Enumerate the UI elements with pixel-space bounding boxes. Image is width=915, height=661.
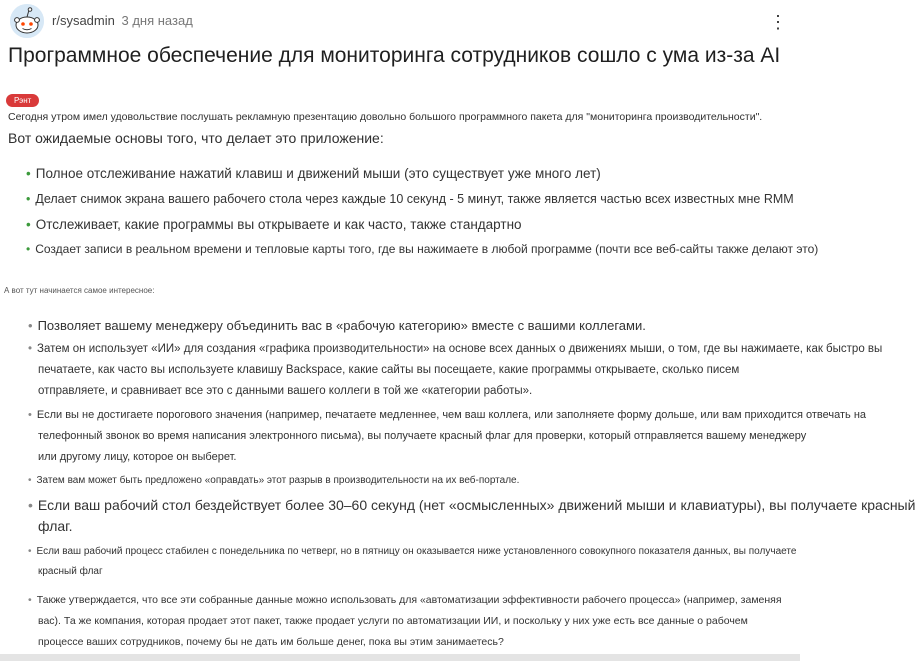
feature-list-item-continuation	[38, 566, 103, 577]
feature-item-text: Позволяет вашему менеджеру объединить вас в «рабочую категорию» вместе с вашими коллегами.	[37, 318, 646, 333]
post-header	[8, 2, 792, 38]
feature-item-text: Затем он использует «ИИ» для создания «графика производительности» на основе всех данных о движениях мыши, о том, где вы нажимаете, как быстро вы	[37, 343, 883, 355]
basics-item-text: Полное отслеживание нажатий клавиш и движений мыши (это существует уже много лет)	[35, 166, 601, 181]
feature-item-text: Если ваш рабочий стол бездействует более 30–60 секунд (нет «осмысленных» движений мыши и клавиатуры), вы получаете красный	[37, 497, 915, 513]
post-flair[interactable]: Рэнт	[6, 94, 39, 107]
feature-item-text: вас). Та же компания, которая продает этот пакет, также продает услуги по автоматизации ИИ, и поскольку у них уже есть все данные о рабочем	[38, 615, 748, 627]
feature-item-text: красный флаг	[38, 566, 103, 577]
bullet-icon: •	[26, 217, 31, 232]
bullet-icon: •	[28, 409, 32, 421]
feature-list-item-continuation	[38, 451, 236, 463]
intro-heading: Вот ожидаемые основы того, что делает это приложение:	[8, 130, 384, 146]
feature-item-text: флаг.	[38, 518, 73, 534]
basics-list-item	[26, 192, 794, 206]
bullet-icon: •	[28, 475, 32, 486]
basics-list-item	[26, 217, 522, 232]
feature-item-text: Если ваш рабочий процесс стабилен с понедельника по четверг, но в пятницу он оказывается ниже установленного совокупного показателя данных, вы получаете	[36, 546, 797, 557]
bullet-icon: •	[28, 318, 33, 333]
bullet-icon: •	[26, 242, 31, 256]
bullet-icon: •	[26, 166, 31, 181]
basics-list-item	[26, 242, 818, 256]
feature-list-item-continuation	[38, 430, 806, 442]
feature-list-item-continuation	[38, 636, 504, 648]
feature-list-item	[28, 475, 519, 486]
subreddit-avatar[interactable]	[10, 4, 44, 38]
post-title[interactable]: Программное обеспечение для мониторинга сотрудников сошло с ума из-за AI	[8, 44, 781, 67]
basics-item-text: Делает снимок экрана вашего рабочего стола через каждые 10 секунд - 5 минут, также является частью всех известных мне RMM	[35, 192, 794, 206]
feature-list-item	[28, 409, 866, 421]
feature-item-text: Если вы не достигаете порогового значения (например, печатаете медленнее, чем ваш коллега, или заполняете форму дольше, или вам приходится отвечать на	[36, 409, 867, 421]
feature-list-item-continuation	[38, 615, 748, 627]
basics-item-text: Создает записи в реальном времени и тепловые карты того, где вы нажимаете в любой программе (почти все веб-сайты также делают это)	[35, 242, 819, 256]
feature-item-text: отправляете, и сравнивает все это с данными вашего коллеги в той же «категории работы».	[38, 385, 533, 397]
feature-item-text: Затем вам может быть предложено «оправдать» этот разрыв в производительности на их веб-портале.	[36, 475, 520, 486]
feature-item-text: печатаете, как часто вы используете клавишу Backspace, какие сайты вы посещаете, какие программы открываете, сколько писем	[38, 364, 740, 376]
more-options-icon[interactable]: ⋮	[769, 12, 788, 32]
post-time: 3 дня назад	[121, 13, 193, 28]
intro-paragraph: Сегодня утром имел удовольствие послушать рекламную презентацию довольно большого программного пакета для "мониторинга производительности".	[8, 111, 763, 123]
bullet-icon: •	[28, 546, 32, 557]
basics-list-item	[26, 166, 601, 181]
feature-item-text: или другому лицу, которое он выберет.	[38, 451, 237, 463]
reddit-snoo-icon	[10, 4, 44, 38]
bullet-icon: •	[28, 594, 32, 606]
feature-list-item-continuation	[38, 385, 532, 397]
feature-item-text: телефонный звонок во время написания электронного письма), вы получаете красный флаг для проверки, который отправляется вашему менеджеру	[38, 430, 807, 442]
bullet-icon: •	[28, 497, 33, 513]
transition-text: А вот тут начинается самое интересное:	[4, 286, 155, 295]
feature-item-text: Также утверждается, что все эти собранные данные можно использовать для «автоматизации эффективности рабочего процесса» (например, заменяя	[36, 594, 782, 606]
feature-list-item	[28, 343, 882, 355]
feature-list-item	[28, 594, 782, 606]
feature-list-item-continuation	[38, 364, 739, 376]
bottom-divider	[0, 654, 800, 661]
post-meta	[52, 13, 193, 28]
feature-list-item-continuation	[38, 518, 72, 534]
bullet-icon: •	[28, 343, 33, 355]
bullet-icon: •	[26, 192, 31, 206]
subreddit-link[interactable]: r/sysadmin	[52, 13, 115, 28]
feature-list-item	[28, 497, 915, 513]
basics-item-text: Отслеживает, какие программы вы открываете и как часто, также стандартно	[35, 217, 522, 232]
feature-list-item	[28, 318, 646, 333]
feature-item-text: процессе ваших сотрудников, почему бы не дать им больше денег, пока вы этим занимаетесь?	[38, 636, 504, 648]
feature-list-item	[28, 546, 796, 557]
